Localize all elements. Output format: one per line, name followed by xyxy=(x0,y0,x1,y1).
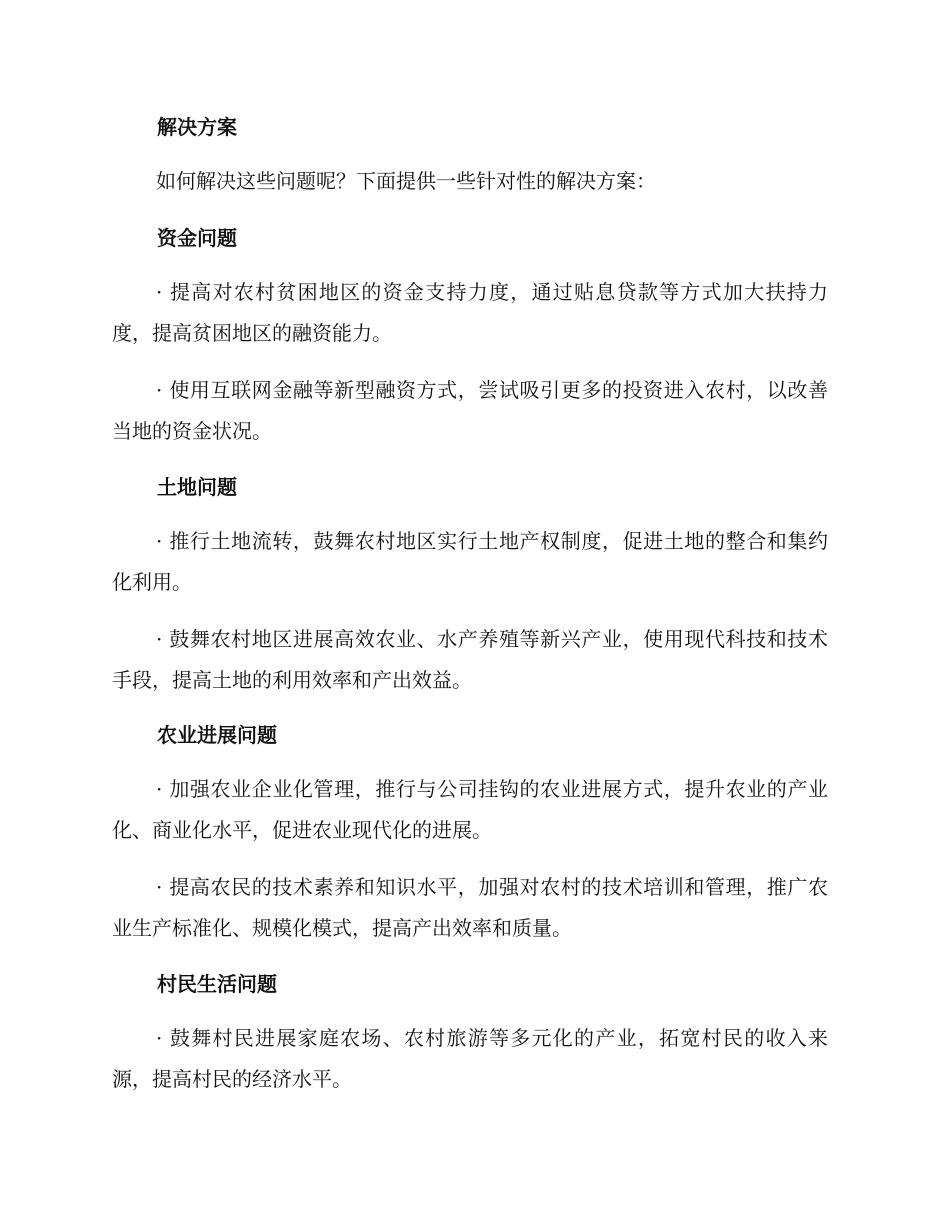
section-heading-agriculture: 农业进展问题 xyxy=(157,723,277,747)
section-heading-land: 土地问题 xyxy=(157,475,237,499)
section-heading-funding: 资金问题 xyxy=(157,226,237,250)
funding-item-2: · 使用互联网金融等新型融资方式，尝试吸引更多的投资进入农村，以改善当地的资金状况。 xyxy=(112,378,828,443)
land-item-2: · 鼓舞农村地区进展高效农业、水产养殖等新兴产业，使用现代科技和技术手段，提高土地的利用效率和产出效益。 xyxy=(112,627,828,692)
section-heading-solutions: 解决方案 xyxy=(157,115,237,139)
intro-paragraph: 如何解决这些问题呢？下面提供一些针对性的解决方案： xyxy=(156,169,656,193)
villagers-item-1: · 鼓舞村民进展家庭农场、农村旅游等多元化的产业，拓宽村民的收入来源，提高村民的经济水平。 xyxy=(112,1026,828,1091)
funding-item-1: · 提高对农村贫困地区的资金支持力度，通过贴息贷款等方式加大扶持力度，提高贫困地区的融资能力。 xyxy=(112,280,828,345)
section-heading-villagers: 村民生活问题 xyxy=(157,972,277,996)
land-item-1: · 推行土地流转，鼓舞农村地区实行土地产权制度，促进土地的整合和集约化利用。 xyxy=(112,529,828,594)
agriculture-item-2: · 提高农民的技术素养和知识水平，加强对农村的技术培训和管理，推广农业生产标准化、规模化模式，提高产出效率和质量。 xyxy=(112,875,828,940)
agriculture-item-1: · 加强农业企业化管理，推行与公司挂钩的农业进展方式，提升农业的产业化、商业化水平，促进农业现代化的进展。 xyxy=(112,777,828,842)
